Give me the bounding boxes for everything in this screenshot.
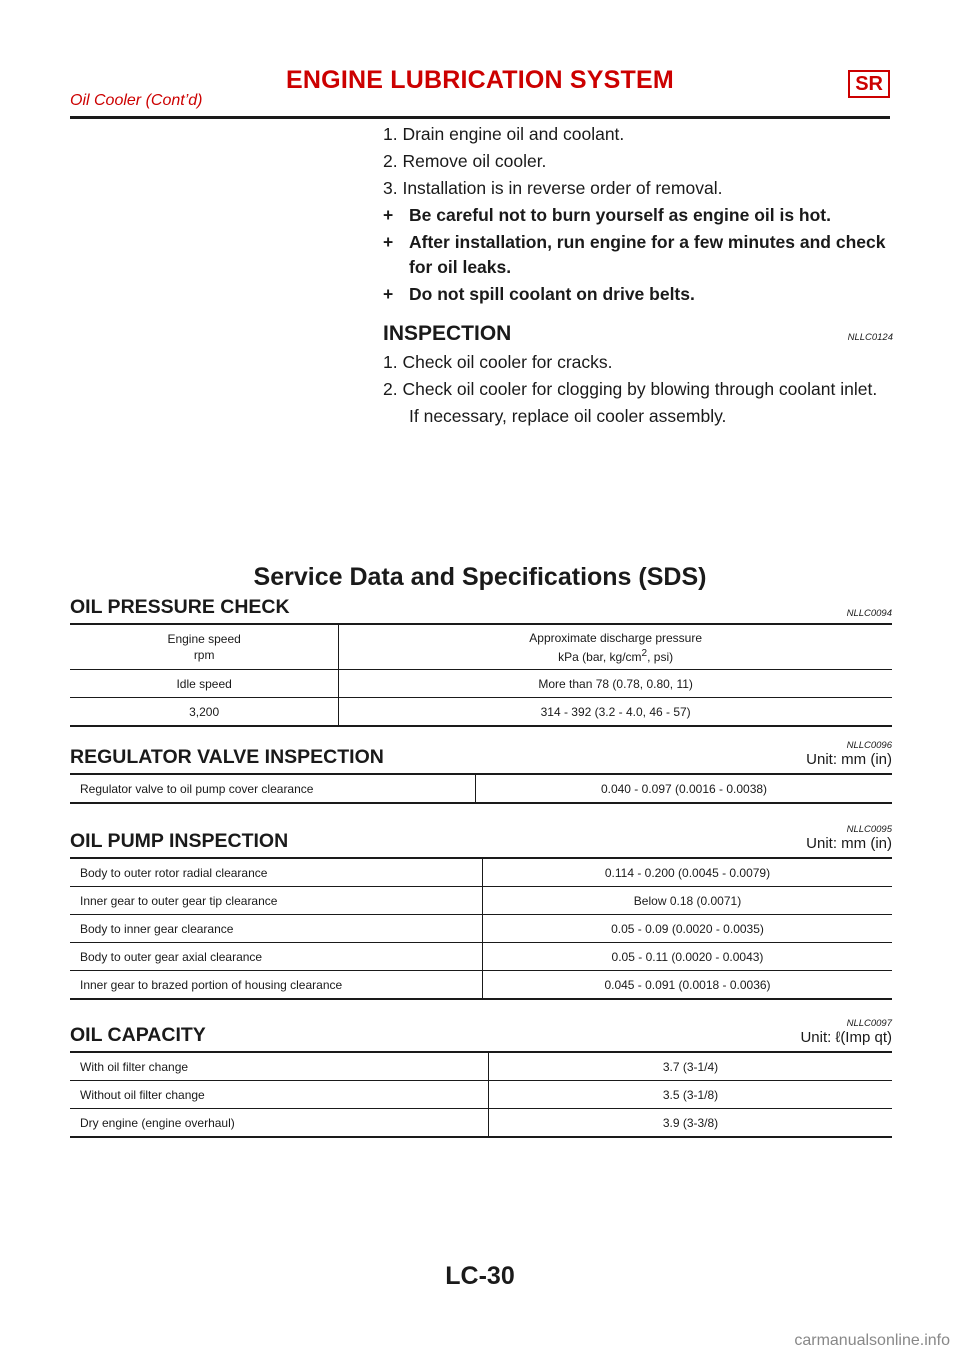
table-cell: 314 - 392 (3.2 - 4.0, 46 - 57) [339,698,892,727]
table-cell: 0.05 - 0.11 (0.0020 - 0.0043) [483,943,893,971]
bullet-icon: + [383,205,394,225]
table-row [70,670,892,698]
table-row [70,943,892,971]
table-header-row [70,624,892,670]
table-row [70,887,892,915]
table-cell: More than 78 (0.78, 0.80, 11) [339,670,892,698]
watermark: carmanualsonline.info [794,1332,950,1349]
table-cell: Below 0.18 (0.0071) [483,887,893,915]
unit-label: Unit: mm (in) [806,751,892,768]
table-cell: With oil filter change [70,1052,489,1081]
table-cell: Idle speed [70,670,339,698]
oil-pressure-section [70,596,892,727]
regulator-table [70,773,892,804]
regulator-section [70,740,892,804]
unit-block [800,1018,892,1047]
procedure-step: 2. Remove oil cooler. [383,151,547,171]
table-cell: 3.9 (3-3/8) [489,1109,893,1138]
section-tag: SR [848,70,890,98]
section-header [70,1018,892,1047]
bullet-icon: + [383,284,394,304]
procedure-step: 1. Drain engine oil and coolant. [383,124,625,144]
inspection-step: 2. Check oil cooler for clogging by blowing through coolant inlet. [383,379,878,399]
oil-capacity-table [70,1051,892,1138]
table-row [70,1052,892,1081]
unit-label: Unit: mm (in) [806,835,892,852]
table-cell: Body to outer rotor radial clearance [70,858,483,887]
table-cell: Body to outer gear axial clearance [70,943,483,971]
liter-symbol: ℓ [835,1029,841,1046]
table-cell: 3.7 (3-1/4) [489,1052,893,1081]
reference-code: NLLC0097 [846,1018,892,1029]
section-heading: OIL PRESSURE CHECK [70,596,290,618]
inspection-step: 1. Check oil cooler for cracks. [383,352,613,372]
table-cell: 3,200 [70,698,339,727]
caution-text: Be careful not to burn yourself as engine oil is hot. [409,205,831,225]
page-title: ENGINE LUBRICATION SYSTEM [286,66,674,94]
caution-item [383,203,893,228]
procedure-step: 3. Installation is in reverse order of removal. [383,178,723,198]
table-row [70,774,892,803]
caution-item [383,282,893,307]
table-header-cell: Engine speed rpm [70,624,339,670]
table-row [70,1109,892,1138]
inspection-step-continued: If necessary, replace oil cooler assembly. [409,406,727,426]
table-row [70,698,892,727]
table-cell: 0.05 - 0.09 (0.0020 - 0.0035) [483,915,893,943]
reference-code: NLLC0124 [847,332,893,343]
page-subtitle: Oil Cooler (Cont’d) [70,92,203,109]
section-header [70,740,892,769]
reference-code: NLLC0095 [846,824,892,835]
caution-item [383,230,893,280]
sds-title: Service Data and Specifications (SDS) [253,563,707,591]
table-row [70,915,892,943]
reference-code: NLLC0094 [846,608,892,619]
caution-text: Do not spill coolant on drive belts. [409,284,695,304]
page-number: LC-30 [445,1262,515,1290]
oil-pump-section [70,824,892,1000]
table-row [70,971,892,1000]
table-cell: Body to inner gear clearance [70,915,483,943]
section-header [70,596,892,619]
table-cell: Without oil filter change [70,1081,489,1109]
inspection-heading-row [383,321,893,350]
unit-block [806,824,892,853]
procedure-block [383,122,893,431]
inspection-heading: INSPECTION [383,322,512,345]
table-cell: 0.040 - 0.097 (0.0016 - 0.0038) [476,774,893,803]
oil-pump-table [70,857,892,1000]
table-cell: 0.045 - 0.091 (0.0018 - 0.0036) [483,971,893,1000]
table-cell: 0.114 - 0.200 (0.0045 - 0.0079) [483,858,893,887]
bullet-icon: + [383,232,394,252]
section-heading: REGULATOR VALVE INSPECTION [70,746,384,768]
table-header-cell: Approximate discharge pressure kPa (bar, $kg/cm^2$, psi) [339,624,892,670]
table-cell: Dry engine (engine overhaul) [70,1109,489,1138]
unit-label: Unit: ℓ(Imp qt) [800,1029,892,1046]
table-cell: Inner gear to brazed portion of housing clearance [70,971,483,1000]
header-divider [70,116,890,119]
section-header [70,824,892,853]
oil-pressure-table [70,623,892,727]
table-cell: 3.5 (3-1/8) [489,1081,893,1109]
reference-code: NLLC0096 [846,740,892,751]
section-heading: OIL CAPACITY [70,1024,206,1046]
unit-block [806,740,892,769]
table-cell: Inner gear to outer gear tip clearance [70,887,483,915]
table-row [70,858,892,887]
section-heading: OIL PUMP INSPECTION [70,830,289,852]
oil-capacity-section [70,1018,892,1138]
caution-text: After installation, run engine for a few minutes and check for oil leaks. [409,232,886,277]
table-cell: Regulator valve to oil pump cover clearance [70,774,476,803]
table-row [70,1081,892,1109]
